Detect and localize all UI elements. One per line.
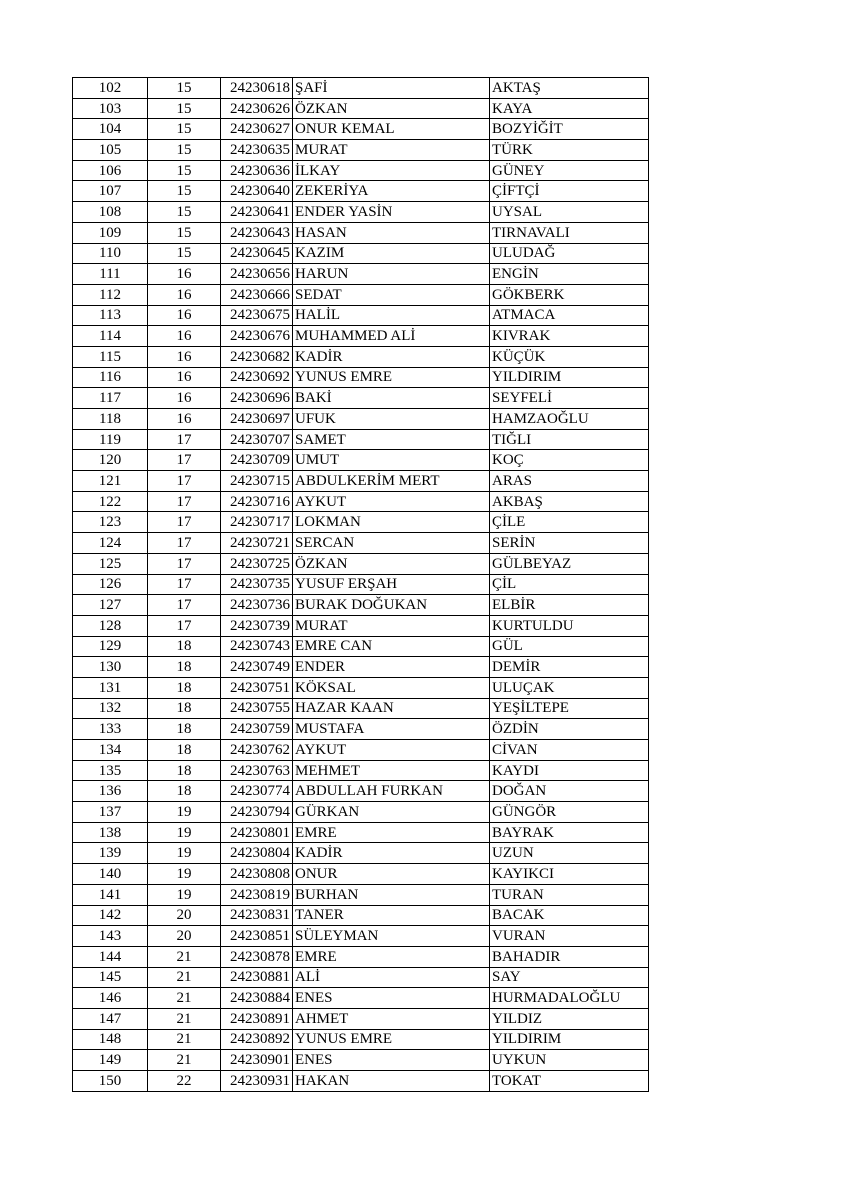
table-row: [73, 1050, 649, 1071]
table-row: [73, 409, 649, 430]
student-id-cell: 24230697: [221, 409, 293, 430]
table-row: [73, 719, 649, 740]
last-name-cell: BACAK: [490, 905, 649, 926]
student-id-cell: 24230794: [221, 802, 293, 823]
group-number-cell: 16: [148, 388, 221, 409]
last-name-cell: GÜL: [490, 636, 649, 657]
last-name-cell: ENGİN: [490, 264, 649, 285]
row-number-cell: 138: [73, 822, 148, 843]
student-id-cell: 24230643: [221, 222, 293, 243]
group-number-cell: 21: [148, 988, 221, 1009]
first-name-cell: BAKİ: [293, 388, 490, 409]
last-name-cell: YILDIZ: [490, 1008, 649, 1029]
last-name-cell: TÜRK: [490, 140, 649, 161]
first-name-cell: SAMET: [293, 429, 490, 450]
student-id-cell: 24230901: [221, 1050, 293, 1071]
row-number-cell: 120: [73, 450, 148, 471]
first-name-cell: HASAN: [293, 222, 490, 243]
last-name-cell: UZUN: [490, 843, 649, 864]
row-number-cell: 121: [73, 471, 148, 492]
first-name-cell: ENES: [293, 1050, 490, 1071]
student-id-cell: 24230808: [221, 864, 293, 885]
first-name-cell: BURHAN: [293, 884, 490, 905]
student-id-cell: 24230759: [221, 719, 293, 740]
last-name-cell: SAY: [490, 967, 649, 988]
table-row: [73, 284, 649, 305]
first-name-cell: AYKUT: [293, 740, 490, 761]
first-name-cell: MEHMET: [293, 760, 490, 781]
table-row: [73, 657, 649, 678]
row-number-cell: 143: [73, 926, 148, 947]
table-row: [73, 222, 649, 243]
last-name-cell: YILDIRIM: [490, 1029, 649, 1050]
row-number-cell: 130: [73, 657, 148, 678]
last-name-cell: TURAN: [490, 884, 649, 905]
table-row: [73, 202, 649, 223]
first-name-cell: SÜLEYMAN: [293, 926, 490, 947]
first-name-cell: ENDER: [293, 657, 490, 678]
row-number-cell: 131: [73, 677, 148, 698]
row-number-cell: 110: [73, 243, 148, 264]
group-number-cell: 21: [148, 946, 221, 967]
table-row: [73, 864, 649, 885]
row-number-cell: 126: [73, 574, 148, 595]
first-name-cell: HAKAN: [293, 1071, 490, 1092]
table-row: [73, 760, 649, 781]
student-id-cell: 24230884: [221, 988, 293, 1009]
group-number-cell: 20: [148, 926, 221, 947]
last-name-cell: HAMZAOĞLU: [490, 409, 649, 430]
last-name-cell: DEMİR: [490, 657, 649, 678]
student-id-cell: 24230640: [221, 181, 293, 202]
last-name-cell: TOKAT: [490, 1071, 649, 1092]
group-number-cell: 19: [148, 884, 221, 905]
group-number-cell: 16: [148, 409, 221, 430]
row-number-cell: 109: [73, 222, 148, 243]
table-row: [73, 367, 649, 388]
last-name-cell: DOĞAN: [490, 781, 649, 802]
student-id-cell: 24230682: [221, 346, 293, 367]
group-number-cell: 21: [148, 1029, 221, 1050]
student-id-cell: 24230763: [221, 760, 293, 781]
last-name-cell: KAYDI: [490, 760, 649, 781]
table-row: [73, 677, 649, 698]
student-id-cell: 24230931: [221, 1071, 293, 1092]
table-row: [73, 388, 649, 409]
first-name-cell: MURAT: [293, 140, 490, 161]
student-id-cell: 24230736: [221, 595, 293, 616]
row-number-cell: 122: [73, 491, 148, 512]
last-name-cell: SEYFELİ: [490, 388, 649, 409]
student-id-cell: 24230707: [221, 429, 293, 450]
last-name-cell: YEŞİLTEPE: [490, 698, 649, 719]
last-name-cell: SERİN: [490, 533, 649, 554]
group-number-cell: 15: [148, 160, 221, 181]
row-number-cell: 128: [73, 615, 148, 636]
first-name-cell: MUHAMMED ALİ: [293, 326, 490, 347]
student-id-cell: 24230716: [221, 491, 293, 512]
table-row: [73, 98, 649, 119]
row-number-cell: 113: [73, 305, 148, 326]
row-number-cell: 148: [73, 1029, 148, 1050]
student-id-cell: 24230635: [221, 140, 293, 161]
first-name-cell: AHMET: [293, 1008, 490, 1029]
group-number-cell: 18: [148, 719, 221, 740]
last-name-cell: KIVRAK: [490, 326, 649, 347]
last-name-cell: UYKUN: [490, 1050, 649, 1071]
group-number-cell: 16: [148, 367, 221, 388]
student-id-cell: 24230881: [221, 967, 293, 988]
group-number-cell: 15: [148, 78, 221, 99]
table-row: [73, 78, 649, 99]
row-number-cell: 136: [73, 781, 148, 802]
first-name-cell: YUNUS EMRE: [293, 367, 490, 388]
first-name-cell: ABDULLAH FURKAN: [293, 781, 490, 802]
first-name-cell: LOKMAN: [293, 512, 490, 533]
first-name-cell: TANER: [293, 905, 490, 926]
student-id-cell: 24230676: [221, 326, 293, 347]
student-id-cell: 24230762: [221, 740, 293, 761]
group-number-cell: 15: [148, 202, 221, 223]
row-number-cell: 119: [73, 429, 148, 450]
first-name-cell: KADİR: [293, 346, 490, 367]
table-row: [73, 450, 649, 471]
roster-table: [72, 77, 649, 1092]
row-number-cell: 137: [73, 802, 148, 823]
table-row: [73, 346, 649, 367]
group-number-cell: 17: [148, 471, 221, 492]
row-number-cell: 112: [73, 284, 148, 305]
row-number-cell: 102: [73, 78, 148, 99]
first-name-cell: HARUN: [293, 264, 490, 285]
student-id-cell: 24230675: [221, 305, 293, 326]
student-id-cell: 24230618: [221, 78, 293, 99]
row-number-cell: 108: [73, 202, 148, 223]
row-number-cell: 114: [73, 326, 148, 347]
first-name-cell: BURAK DOĞUKAN: [293, 595, 490, 616]
student-id-cell: 24230831: [221, 905, 293, 926]
table-row: [73, 553, 649, 574]
group-number-cell: 15: [148, 243, 221, 264]
last-name-cell: ULUÇAK: [490, 677, 649, 698]
student-id-cell: 24230739: [221, 615, 293, 636]
table-row: [73, 988, 649, 1009]
table-row: [73, 160, 649, 181]
last-name-cell: HURMADALOĞLU: [490, 988, 649, 1009]
row-number-cell: 139: [73, 843, 148, 864]
row-number-cell: 116: [73, 367, 148, 388]
first-name-cell: ÖZKAN: [293, 98, 490, 119]
table-row: [73, 967, 649, 988]
table-row: [73, 615, 649, 636]
group-number-cell: 16: [148, 264, 221, 285]
first-name-cell: HAZAR KAAN: [293, 698, 490, 719]
group-number-cell: 18: [148, 760, 221, 781]
row-number-cell: 123: [73, 512, 148, 533]
row-number-cell: 150: [73, 1071, 148, 1092]
table-row: [73, 533, 649, 554]
first-name-cell: KADİR: [293, 843, 490, 864]
last-name-cell: KAYA: [490, 98, 649, 119]
last-name-cell: BOZYİĞİT: [490, 119, 649, 140]
first-name-cell: ŞAFİ: [293, 78, 490, 99]
group-number-cell: 19: [148, 802, 221, 823]
student-id-cell: 24230878: [221, 946, 293, 967]
last-name-cell: KAYIKCI: [490, 864, 649, 885]
table-row: [73, 781, 649, 802]
student-id-cell: 24230801: [221, 822, 293, 843]
table-row: [73, 119, 649, 140]
student-id-cell: 24230696: [221, 388, 293, 409]
first-name-cell: UMUT: [293, 450, 490, 471]
student-id-cell: 24230709: [221, 450, 293, 471]
table-row: [73, 1008, 649, 1029]
row-number-cell: 107: [73, 181, 148, 202]
last-name-cell: VURAN: [490, 926, 649, 947]
first-name-cell: KAZIM: [293, 243, 490, 264]
last-name-cell: CİVAN: [490, 740, 649, 761]
row-number-cell: 144: [73, 946, 148, 967]
last-name-cell: AKBAŞ: [490, 491, 649, 512]
last-name-cell: GÜNGÖR: [490, 802, 649, 823]
student-id-cell: 24230645: [221, 243, 293, 264]
last-name-cell: ELBİR: [490, 595, 649, 616]
first-name-cell: MURAT: [293, 615, 490, 636]
table-row: [73, 471, 649, 492]
student-id-cell: 24230774: [221, 781, 293, 802]
table-row: [73, 843, 649, 864]
student-id-cell: 24230692: [221, 367, 293, 388]
group-number-cell: 21: [148, 1050, 221, 1071]
row-number-cell: 125: [73, 553, 148, 574]
group-number-cell: 15: [148, 140, 221, 161]
row-number-cell: 141: [73, 884, 148, 905]
row-number-cell: 127: [73, 595, 148, 616]
group-number-cell: 22: [148, 1071, 221, 1092]
group-number-cell: 18: [148, 677, 221, 698]
first-name-cell: ENES: [293, 988, 490, 1009]
row-number-cell: 135: [73, 760, 148, 781]
student-id-cell: 24230656: [221, 264, 293, 285]
table-row: [73, 512, 649, 533]
table-row: [73, 636, 649, 657]
row-number-cell: 140: [73, 864, 148, 885]
group-number-cell: 18: [148, 636, 221, 657]
last-name-cell: ÇİL: [490, 574, 649, 595]
table-row: [73, 698, 649, 719]
last-name-cell: ÇİFTÇİ: [490, 181, 649, 202]
student-id-cell: 24230715: [221, 471, 293, 492]
last-name-cell: AKTAŞ: [490, 78, 649, 99]
row-number-cell: 149: [73, 1050, 148, 1071]
last-name-cell: KURTULDU: [490, 615, 649, 636]
group-number-cell: 15: [148, 222, 221, 243]
last-name-cell: GÜLBEYAZ: [490, 553, 649, 574]
first-name-cell: MUSTAFA: [293, 719, 490, 740]
first-name-cell: SEDAT: [293, 284, 490, 305]
student-id-cell: 24230735: [221, 574, 293, 595]
row-number-cell: 115: [73, 346, 148, 367]
roster-table-body: [73, 78, 649, 1092]
row-number-cell: 133: [73, 719, 148, 740]
first-name-cell: GÜRKAN: [293, 802, 490, 823]
row-number-cell: 147: [73, 1008, 148, 1029]
student-id-cell: 24230636: [221, 160, 293, 181]
student-id-cell: 24230755: [221, 698, 293, 719]
group-number-cell: 17: [148, 574, 221, 595]
student-id-cell: 24230725: [221, 553, 293, 574]
table-row: [73, 429, 649, 450]
first-name-cell: UFUK: [293, 409, 490, 430]
last-name-cell: BAHADIR: [490, 946, 649, 967]
table-row: [73, 491, 649, 512]
student-id-cell: 24230751: [221, 677, 293, 698]
last-name-cell: TIRNAVALI: [490, 222, 649, 243]
student-id-cell: 24230641: [221, 202, 293, 223]
last-name-cell: GÖKBERK: [490, 284, 649, 305]
student-id-cell: 24230626: [221, 98, 293, 119]
first-name-cell: ENDER YASİN: [293, 202, 490, 223]
group-number-cell: 17: [148, 512, 221, 533]
student-id-cell: 24230891: [221, 1008, 293, 1029]
group-number-cell: 21: [148, 967, 221, 988]
table-row: [73, 884, 649, 905]
table-row: [73, 181, 649, 202]
last-name-cell: ATMACA: [490, 305, 649, 326]
row-number-cell: 118: [73, 409, 148, 430]
student-id-cell: 24230743: [221, 636, 293, 657]
last-name-cell: KOÇ: [490, 450, 649, 471]
table-row: [73, 802, 649, 823]
group-number-cell: 20: [148, 905, 221, 926]
group-number-cell: 19: [148, 822, 221, 843]
first-name-cell: YUNUS EMRE: [293, 1029, 490, 1050]
last-name-cell: ARAS: [490, 471, 649, 492]
table-row: [73, 305, 649, 326]
table-row: [73, 946, 649, 967]
last-name-cell: GÜNEY: [490, 160, 649, 181]
row-number-cell: 129: [73, 636, 148, 657]
first-name-cell: ALİ: [293, 967, 490, 988]
group-number-cell: 15: [148, 119, 221, 140]
first-name-cell: ONUR KEMAL: [293, 119, 490, 140]
table-row: [73, 822, 649, 843]
last-name-cell: ULUDAĞ: [490, 243, 649, 264]
group-number-cell: 17: [148, 491, 221, 512]
row-number-cell: 117: [73, 388, 148, 409]
row-number-cell: 132: [73, 698, 148, 719]
student-id-cell: 24230804: [221, 843, 293, 864]
first-name-cell: EMRE CAN: [293, 636, 490, 657]
table-row: [73, 140, 649, 161]
group-number-cell: 16: [148, 305, 221, 326]
student-id-cell: 24230749: [221, 657, 293, 678]
last-name-cell: TIĞLI: [490, 429, 649, 450]
table-row: [73, 326, 649, 347]
first-name-cell: ZEKERİYA: [293, 181, 490, 202]
group-number-cell: 15: [148, 98, 221, 119]
group-number-cell: 19: [148, 843, 221, 864]
group-number-cell: 15: [148, 181, 221, 202]
table-row: [73, 1029, 649, 1050]
row-number-cell: 142: [73, 905, 148, 926]
group-number-cell: 16: [148, 326, 221, 347]
table-row: [73, 926, 649, 947]
group-number-cell: 17: [148, 533, 221, 554]
first-name-cell: YUSUF ERŞAH: [293, 574, 490, 595]
group-number-cell: 17: [148, 429, 221, 450]
table-row: [73, 905, 649, 926]
last-name-cell: BAYRAK: [490, 822, 649, 843]
student-id-cell: 24230892: [221, 1029, 293, 1050]
student-id-cell: 24230721: [221, 533, 293, 554]
row-number-cell: 145: [73, 967, 148, 988]
row-number-cell: 104: [73, 119, 148, 140]
first-name-cell: HALİL: [293, 305, 490, 326]
group-number-cell: 18: [148, 781, 221, 802]
last-name-cell: KÜÇÜK: [490, 346, 649, 367]
group-number-cell: 18: [148, 740, 221, 761]
row-number-cell: 111: [73, 264, 148, 285]
first-name-cell: İLKAY: [293, 160, 490, 181]
group-number-cell: 17: [148, 615, 221, 636]
student-id-cell: 24230819: [221, 884, 293, 905]
student-id-cell: 24230627: [221, 119, 293, 140]
student-id-cell: 24230717: [221, 512, 293, 533]
group-number-cell: 18: [148, 698, 221, 719]
group-number-cell: 21: [148, 1008, 221, 1029]
first-name-cell: EMRE: [293, 946, 490, 967]
table-row: [73, 740, 649, 761]
group-number-cell: 18: [148, 657, 221, 678]
group-number-cell: 17: [148, 553, 221, 574]
table-row: [73, 264, 649, 285]
table-row: [73, 574, 649, 595]
group-number-cell: 17: [148, 595, 221, 616]
first-name-cell: ÖZKAN: [293, 553, 490, 574]
table-row: [73, 243, 649, 264]
group-number-cell: 19: [148, 864, 221, 885]
last-name-cell: UYSAL: [490, 202, 649, 223]
last-name-cell: YILDIRIM: [490, 367, 649, 388]
row-number-cell: 103: [73, 98, 148, 119]
row-number-cell: 105: [73, 140, 148, 161]
last-name-cell: ÇİLE: [490, 512, 649, 533]
first-name-cell: AYKUT: [293, 491, 490, 512]
group-number-cell: 16: [148, 284, 221, 305]
row-number-cell: 124: [73, 533, 148, 554]
first-name-cell: SERCAN: [293, 533, 490, 554]
student-id-cell: 24230666: [221, 284, 293, 305]
row-number-cell: 106: [73, 160, 148, 181]
first-name-cell: EMRE: [293, 822, 490, 843]
group-number-cell: 16: [148, 346, 221, 367]
first-name-cell: ONUR: [293, 864, 490, 885]
row-number-cell: 146: [73, 988, 148, 1009]
first-name-cell: KÖKSAL: [293, 677, 490, 698]
table-row: [73, 1071, 649, 1092]
row-number-cell: 134: [73, 740, 148, 761]
student-id-cell: 24230851: [221, 926, 293, 947]
first-name-cell: ABDULKERİM MERT: [293, 471, 490, 492]
group-number-cell: 17: [148, 450, 221, 471]
last-name-cell: ÖZDİN: [490, 719, 649, 740]
table-row: [73, 595, 649, 616]
